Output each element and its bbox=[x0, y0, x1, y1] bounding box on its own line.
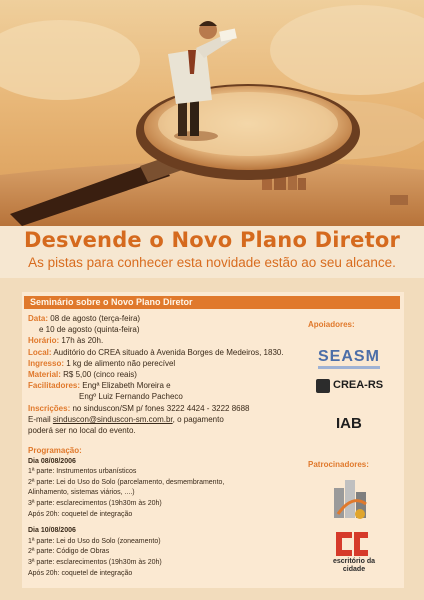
program-item: 3ª parte: esclarecimentos (19h30m às 20h) bbox=[28, 499, 162, 507]
info-ticket-value: 1 kg de alimento não perecível bbox=[66, 358, 176, 368]
info-email-suffix: , o pagamento bbox=[172, 414, 224, 424]
crea-logo-mark bbox=[316, 379, 330, 393]
program-item: 2ª parte: Lei do Uso do Solo (parcelamento, desmembramento, bbox=[28, 478, 225, 486]
program-item: 3ª parte: esclarecimentos (19h30m às 20h) bbox=[28, 558, 162, 566]
apoiadores-label: Apoiadores: bbox=[308, 320, 355, 329]
program-item: 1ª parte: Lei do Uso do Solo (zoneamento) bbox=[28, 537, 161, 545]
patrocinadores-label: Patrocinadores: bbox=[308, 460, 369, 469]
sponsors-sidebar bbox=[296, 314, 400, 584]
program-item: Após 20h: coquetel de integração bbox=[28, 510, 133, 518]
escritorio-logo-text: escritório da cidade bbox=[332, 558, 375, 573]
info-material bbox=[28, 369, 290, 380]
info-time bbox=[28, 335, 290, 346]
program-item: 1ª parte: Instrumentos urbanísticos bbox=[28, 468, 137, 476]
info-email-line2: poderá ser no local do evento. bbox=[28, 425, 136, 435]
program-item: 2ª parte: Código de Obras bbox=[28, 548, 110, 556]
info-date-label: Data: bbox=[28, 314, 49, 323]
info-registration bbox=[28, 403, 290, 414]
magnifying-glass-illustration bbox=[0, 0, 424, 226]
seasm-logo-underline bbox=[318, 366, 380, 369]
info-facilitators-label: Facilitadores: bbox=[28, 381, 81, 391]
email-link[interactable]: sinduscon@sinduscon-sm.com.br bbox=[52, 414, 173, 424]
sinduscon-logo bbox=[332, 474, 368, 522]
info-location bbox=[28, 347, 290, 358]
programacao-label: Programação: bbox=[28, 446, 82, 455]
info-date-2: e 10 de agosto (quinta-feira) bbox=[39, 325, 140, 335]
page-title: Desvende o Novo Plano Diretor bbox=[23, 228, 401, 252]
info-facilitator-2: Engº Luiz Fernando Pacheco bbox=[79, 392, 183, 402]
programacao bbox=[28, 446, 290, 579]
info-date bbox=[28, 313, 290, 324]
info-time-value: 17h às 20h. bbox=[61, 336, 104, 346]
program-day-1-date: Dia 08/08/2006 bbox=[28, 457, 76, 465]
escritorio-logo bbox=[332, 530, 375, 578]
info-location-value: Auditório do CREA situado à Avenida Borges de Medeiros, 1830. bbox=[53, 347, 284, 357]
info-material-label: Material: bbox=[28, 369, 61, 379]
program-item: Após 20h: coquetel de integração bbox=[28, 569, 133, 577]
iab-logo: IAB bbox=[336, 415, 362, 432]
info-location-label: Local: bbox=[28, 347, 52, 357]
info-registration-label: Inscrições: bbox=[28, 403, 71, 413]
seasm-logo: SEASM bbox=[318, 348, 380, 365]
crea-logo bbox=[316, 378, 386, 394]
info-time-label: Horário: bbox=[28, 336, 60, 346]
info-email bbox=[28, 414, 290, 425]
hero-illustration bbox=[0, 0, 424, 226]
info-date-value: 08 de agosto (terça-feira) bbox=[50, 314, 141, 323]
program-item: Alinhamento, sistemas viários, ....) bbox=[28, 489, 135, 497]
seminar-header: Seminário sobre o Novo Plano Diretor bbox=[24, 296, 400, 309]
info-ticket-label: Ingresso: bbox=[28, 358, 65, 368]
sinduscon-logo-icon bbox=[332, 474, 368, 522]
crea-logo-text: CREA-RS bbox=[333, 379, 384, 391]
page-subtitle: As pistas para conhecer esta novidade estão ao seu alcance. bbox=[28, 255, 396, 270]
program-day-2-date: Dia 10/08/2006 bbox=[28, 527, 76, 535]
info-facilitator-1: Engª Elizabeth Moreira e bbox=[82, 381, 171, 391]
info-ticket bbox=[28, 358, 290, 369]
info-material-value: R$ 5,00 (cinco reais) bbox=[63, 369, 137, 379]
escritorio-logo-icon bbox=[332, 530, 372, 558]
info-email-prefix: E-mail bbox=[28, 414, 51, 424]
info-registration-value: no sinduscon/SM p/ fones 3222 4424 - 3222 8688 bbox=[72, 403, 250, 413]
event-info bbox=[28, 313, 290, 436]
info-facilitators bbox=[28, 380, 290, 391]
